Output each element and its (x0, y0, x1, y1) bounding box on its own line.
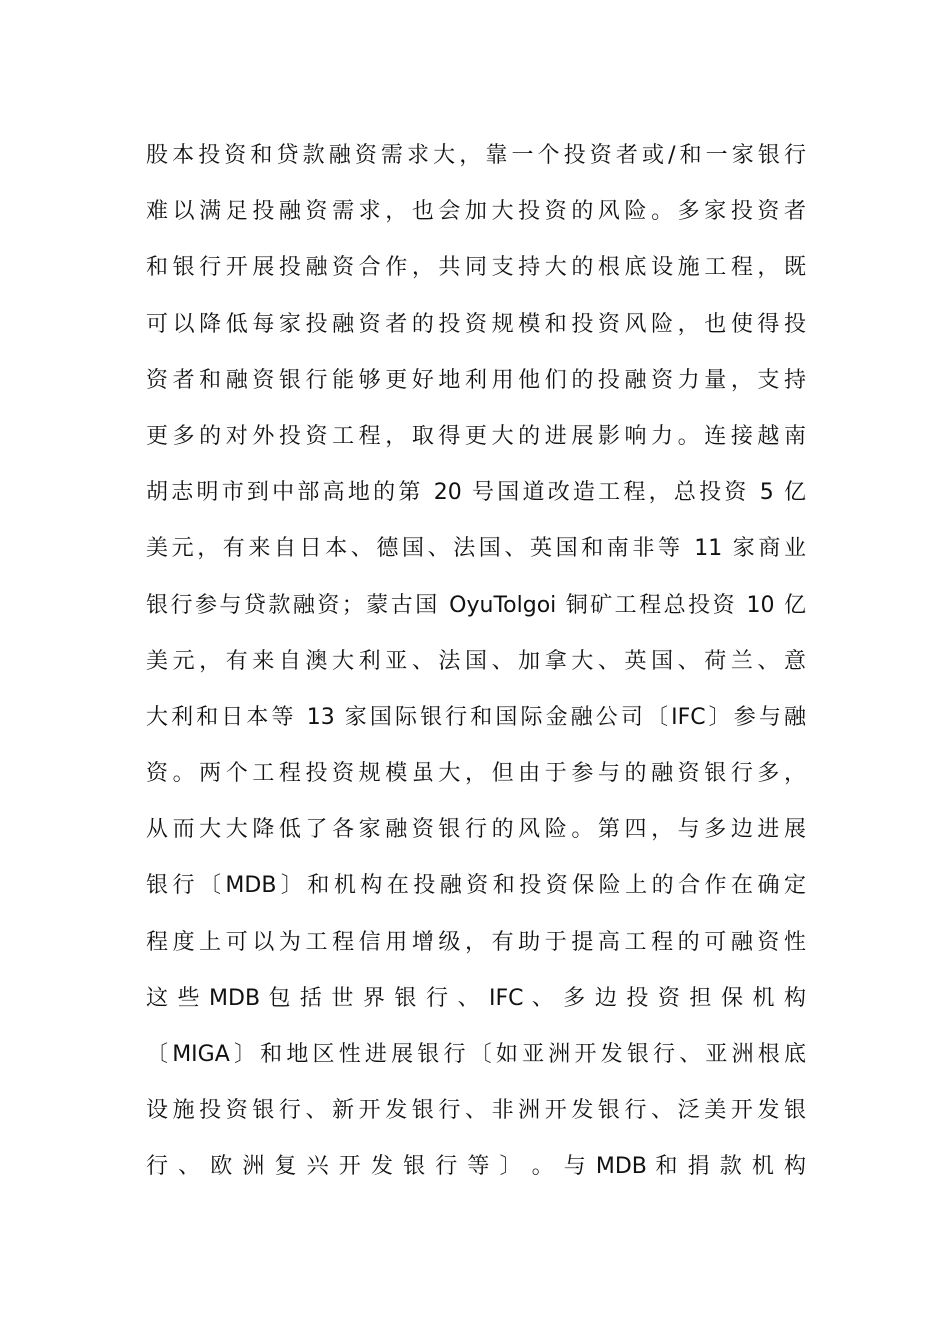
text-line: 从而大大降低了各家融资银行的风险。第四，与多边进展 (146, 817, 806, 843)
body-paragraph (146, 128, 806, 1196)
text-line: 胡志明市到中部高地的第 20 号国道改造工程，总投资 5 亿 (146, 480, 806, 506)
text-line: 〔MIGA〕和地区性进展银行〔如亚洲开发银行、亚洲根底 (146, 1042, 806, 1067)
text-line: 大利和日本等 13 家国际银行和国际金融公司〔IFC〕参与融 (146, 704, 806, 730)
text-line: 资。两个工程投资规模虽大，但由于参与的融资银行多， (146, 761, 806, 787)
text-line: 银行〔MDB〕和机构在投融资和投资保险上的合作在确定 (146, 873, 806, 899)
text-line: 资者和融资银行能够更好地利用他们的投融资力量，支持 (146, 367, 806, 393)
text-line: 美元，有来自澳大利亚、法国、加拿大、英国、荷兰、意 (146, 648, 806, 674)
text-line: 和银行开展投融资合作，共同支持大的根底设施工程，既 (146, 255, 806, 281)
text-line: 更多的对外投资工程，取得更大的进展影响力。连接越南 (146, 423, 806, 449)
text-line: 难以满足投融资需求，也会加大投资的风险。多家投资者 (146, 199, 806, 225)
text-line: 银行参与贷款融资；蒙古国 OyuTolgoi 铜矿工程总投资 10 亿 (146, 592, 806, 618)
text-line: 设施投资银行、新开发银行、非洲开发银行、泛美开发银 (146, 1098, 806, 1124)
text-line: 美元，有来自日本、德国、法国、英国和南非等 11 家商业 (146, 536, 806, 562)
text-line: 股本投资和贷款融资需求大，靠一个投资者或/和一家银行 (146, 143, 806, 168)
text-line: 可以降低每家投融资者的投资规模和投资风险，也使得投 (146, 311, 806, 337)
text-line: 行 、 欧 洲 复 兴 开 发 银 行 等 〕 。 与 MDB 和 捐 款 机 构 (146, 1154, 806, 1180)
text-line: 程度上可以为工程信用增级，有助于提高工程的可融资性 (146, 929, 806, 955)
text-line: 这 些 MDB 包 括 世 界 银 行 、 IFC 、 多 边 投 资 担 保 机 构 (146, 985, 806, 1011)
